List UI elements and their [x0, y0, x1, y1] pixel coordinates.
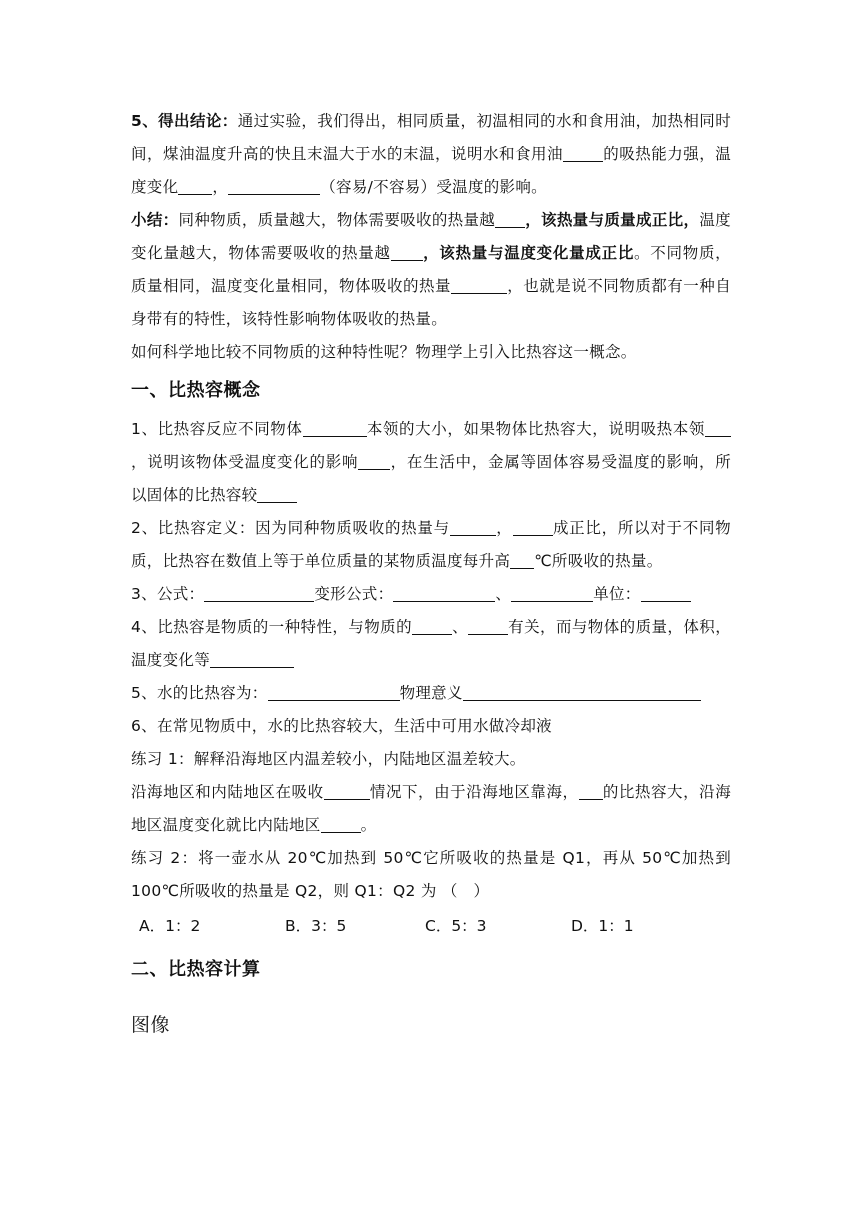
blank[interactable] [510, 550, 534, 569]
option-c[interactable]: C．5：3 [425, 917, 487, 935]
option-a[interactable]: A．1：2 [139, 917, 201, 935]
section-title-concept: 一、比热容概念 [131, 380, 261, 401]
blank[interactable] [468, 616, 508, 635]
blank[interactable] [511, 583, 593, 602]
blank[interactable] [303, 418, 367, 437]
blank[interactable] [513, 517, 553, 536]
item-4: 4、比热容是物质的一种特性，与物质的 、 有关，而与物体的质量，体积，温度变化等 [131, 618, 732, 669]
item-3: 3、公式： 变形公式： 、 单位： [131, 578, 731, 611]
summary-label: 小结： [131, 211, 179, 229]
blank[interactable] [641, 583, 691, 602]
blank[interactable] [257, 484, 297, 503]
blank[interactable] [204, 583, 314, 602]
intro-paragraph: 如何科学地比较不同物质的这种特性呢？物理学上引入比热容这一概念。 [131, 343, 637, 361]
blank[interactable] [324, 781, 370, 800]
blank[interactable] [321, 814, 361, 833]
blank[interactable] [463, 682, 701, 701]
blank[interactable] [178, 176, 212, 195]
blank[interactable] [412, 616, 452, 635]
option-d[interactable]: D．1：1 [571, 917, 634, 935]
exercise-2-question: 练习 2：将一壶水从 20℃加热到 50℃它所吸收的热量是 Q1，再从 50℃加热到 100℃所吸收的热量是 Q2，则 Q1：Q2 为 （ ） [131, 849, 731, 900]
blank[interactable] [228, 176, 320, 195]
blank[interactable] [450, 517, 496, 536]
blank[interactable] [358, 451, 390, 470]
worksheet-content [131, 105, 731, 1061]
blank[interactable] [393, 583, 495, 602]
blank[interactable] [451, 275, 507, 294]
conclusion-label: 5、得出结论： [131, 112, 238, 130]
blank[interactable] [495, 209, 525, 228]
exercise-1-title: 练习 1：解释沿海地区内温差较小，内陆地区温差较大。 [131, 750, 526, 768]
item-2: 2、比热容定义：因为同种物质吸收的热量与 ， 成正比，所以对于不同物质，比热容在数值上等于单位质量的某物质温度每升高 ℃所吸收的热量。 [131, 519, 731, 570]
summary-paragraph: 小结：同种物质，质量越大，物体需要吸收的热量越 ，该热量与质量成正比，温度变化量越大，物体需要吸收的热量越 ，该热量与温度变化量成正比。不同物质，质量相同，温度变化量相同，物体吸收的热量 ，也就是说不同物质都有一种自身带有的特性，该特性影响物体吸收的热量。 [131, 211, 731, 328]
option-b[interactable]: B．3：5 [285, 917, 347, 935]
item-6: 6、在常见物质中，水的比热容较大，生活中可用水做冷却液 [131, 717, 552, 735]
item-1: 1、比热容反应不同物体 本领的大小，如果物体比热容大，说明吸热本领，说明该物体受温度变化的影响 ，在生活中，金属等固体容易受温度的影响，所以固体的比热容较 [131, 420, 731, 504]
blank[interactable] [563, 143, 603, 162]
image-label: 图像 [131, 1014, 171, 1036]
blank[interactable] [210, 649, 294, 668]
blank[interactable] [268, 682, 400, 701]
blank[interactable] [705, 418, 731, 437]
section-title-calculation: 二、比热容计算 [131, 959, 261, 980]
conclusion-paragraph: 5、得出结论：通过实验，我们得出，相同质量，初温相同的水和食用油，加热相同时间，煤油温度升高的快且末温大于水的末温，说明水和食用油 的吸热能力强，温度变化 ， （容易/不容易）受温度的影响。 [131, 112, 731, 196]
blank[interactable] [391, 242, 423, 261]
item-5: 5、水的比热容为： 物理意义 [131, 677, 731, 710]
exercise-1-body: 沿海地区和内陆地区在吸收 情况下，由于沿海地区靠海， 的比热容大，沿海地区温度变化就比内陆地区 。 [131, 783, 731, 834]
exercise-2-options [131, 908, 731, 944]
blank[interactable] [579, 781, 603, 800]
